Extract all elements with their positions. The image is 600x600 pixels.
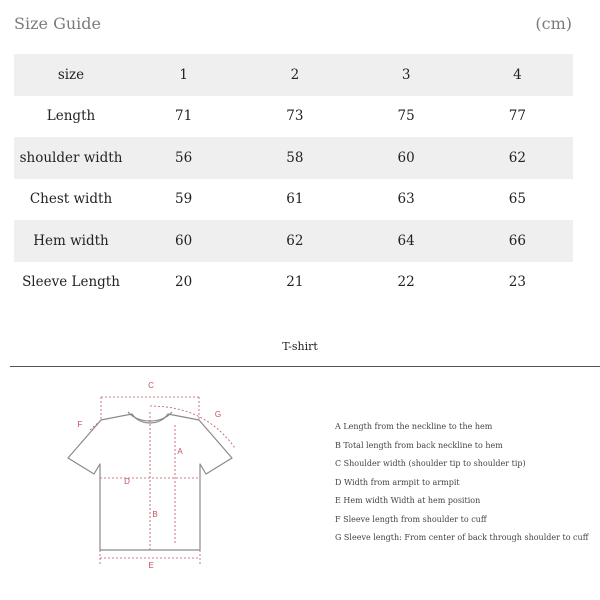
- table-cell: 63: [397, 191, 415, 208]
- table-cell: 62: [462, 137, 573, 179]
- table-cell: 23: [508, 274, 526, 291]
- table-header-row: [14, 54, 573, 96]
- table-header-cell: 2: [239, 54, 350, 96]
- row-label: Hem width: [14, 220, 128, 262]
- row-label: shoulder width: [14, 137, 128, 179]
- table-cell: 65: [508, 191, 526, 208]
- letter-e: E: [148, 561, 154, 570]
- letter-c: C: [148, 381, 154, 390]
- unit-label: (cm): [535, 14, 572, 33]
- legend-item: D Width from armpit to armpit: [335, 477, 460, 487]
- table-header-cell: 1: [128, 54, 239, 96]
- table-header-label: size: [14, 54, 128, 96]
- table-cell: 61: [286, 191, 304, 208]
- table-cell: 66: [462, 220, 573, 262]
- table-cell: 60: [128, 220, 239, 262]
- letter-f: F: [77, 420, 83, 429]
- row-label: Length: [46, 108, 96, 125]
- row-label: Sleeve Length: [22, 274, 120, 291]
- table-cell: 56: [128, 137, 239, 179]
- measurement-legend: [335, 418, 595, 548]
- legend-item: C Shoulder width (shoulder tip to shoulder tip): [335, 459, 526, 468]
- table-cell: 71: [175, 108, 193, 125]
- legend-item: F Sleeve length from shoulder to cuff: [335, 514, 487, 524]
- table-cell: 58: [239, 137, 350, 179]
- table-cell: 62: [239, 220, 350, 262]
- legend-item: G Sleeve length: From center of back through shoulder to cuff: [335, 533, 589, 542]
- table-cell: 21: [286, 274, 304, 291]
- table-cell: 73: [286, 108, 304, 125]
- table-cell: 75: [397, 108, 415, 125]
- size-table: [14, 54, 573, 303]
- product-caption: T-shirt: [282, 340, 318, 353]
- guide-g-line: [150, 406, 235, 448]
- legend-item: B Total length from back neckline to hem: [335, 440, 503, 450]
- table-row-chest-width: [14, 179, 573, 221]
- tshirt-measurement-diagram: [0, 370, 300, 600]
- table-cell: 77: [508, 108, 526, 125]
- table-cell: 64: [351, 220, 462, 262]
- table-header-cell: 4: [462, 54, 573, 96]
- table-cell: 59: [175, 191, 193, 208]
- size-guide-title: Size Guide: [14, 14, 101, 33]
- table-header-cell: 3: [351, 54, 462, 96]
- table-row-shoulder-width: [14, 137, 573, 179]
- letter-g: G: [214, 410, 222, 419]
- row-label: Chest width: [29, 191, 113, 208]
- section-divider: [10, 366, 600, 367]
- measurement-guides: [90, 397, 235, 566]
- table-row-sleeve-length: [14, 262, 573, 304]
- letter-a: A: [177, 447, 183, 456]
- table-cell: 20: [175, 274, 193, 291]
- legend-item: A Length from the neckline to the hem: [335, 422, 493, 431]
- table-cell: 60: [351, 137, 462, 179]
- table-row-length: [14, 96, 573, 138]
- table-cell: 22: [397, 274, 415, 291]
- letter-d: D: [124, 477, 130, 486]
- legend-item: E Hem width Width at hem position: [335, 496, 481, 505]
- table-row-hem-width: [14, 220, 573, 262]
- letter-b: B: [152, 510, 158, 519]
